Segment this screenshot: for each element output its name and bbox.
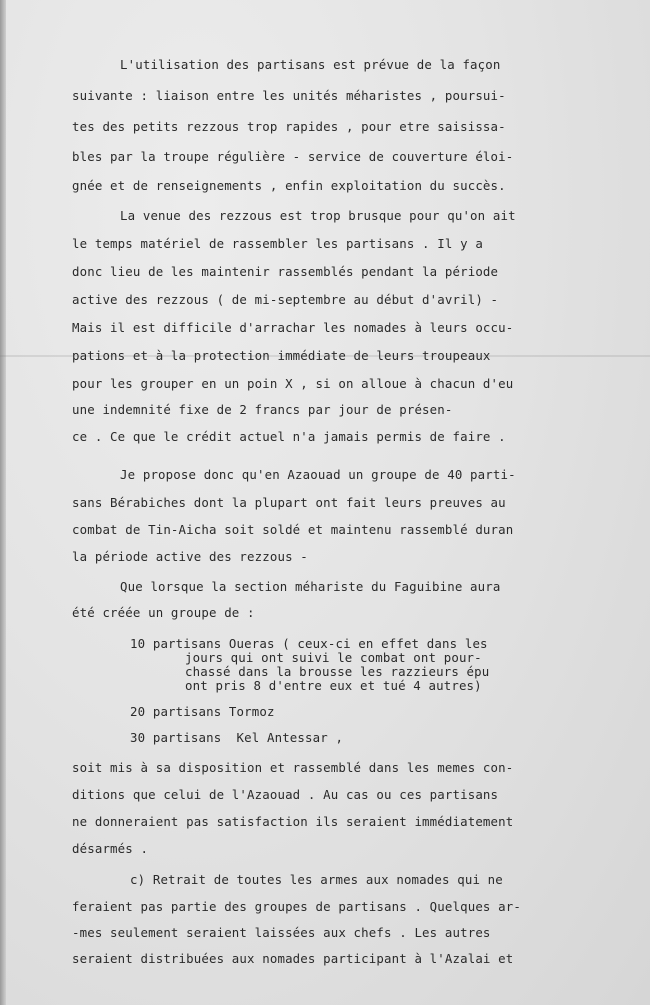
text-line: ne donneraient pas satisfaction ils seraient immédiatement <box>72 814 514 829</box>
text-line: feraient pas partie des groupes de partisans . Quelques ar- <box>72 899 521 914</box>
text-line: Mais il est difficile d'arrachar les nomades à leurs occu- <box>72 320 514 335</box>
text-line: active des rezzous ( de mi-septembre au début d'avril) - <box>72 292 499 307</box>
page-edge <box>0 0 6 1005</box>
text-line: L'utilisation des partisans est prévue de la façon <box>120 57 501 72</box>
text-line: 10 partisans Oueras ( ceux-ci en effet dans les <box>130 636 488 651</box>
text-line: combat de Tin-Aicha soit soldé et maintenu rassemblé duran <box>72 522 514 537</box>
text-line: gnée et de renseignements , enfin exploitation du succès. <box>72 178 506 193</box>
text-line: sans Bérabiches dont la plupart ont fait leurs preuves au <box>72 495 506 510</box>
text-line: 30 partisans Kel Antessar , <box>130 730 344 745</box>
text-line: désarmés . <box>72 841 149 856</box>
text-line: tes des petits rezzous trop rapides , pour etre saisissa- <box>72 119 506 134</box>
text-line: pations et à la protection immédiate de leurs troupeaux <box>72 348 491 363</box>
text-line: -mes seulement seraient laissées aux chefs . Les autres <box>72 925 491 940</box>
text-line: 20 partisans Tormoz <box>130 704 275 719</box>
text-line: la période active des rezzous - <box>72 549 308 564</box>
text-line: pour les grouper en un poin X , si on alloue à chacun d'eu <box>72 376 514 391</box>
text-line: Je propose donc qu'en Azaouad un groupe de 40 parti- <box>120 467 516 482</box>
text-line: Que lorsque la section méhariste du Faguibine aura <box>120 579 501 594</box>
text-line: le temps matériel de rassembler les partisans . Il y a <box>72 236 491 251</box>
text-line: bles par la troupe régulière - service de couverture éloi- <box>72 149 514 164</box>
text-line: donc lieu de les maintenir rassemblés pendant la période <box>72 264 499 279</box>
text-line: c) Retrait de toutes les armes aux nomades qui ne <box>130 872 503 887</box>
text-line: ce . Ce que le crédit actuel n'a jamais permis de faire . <box>72 429 506 444</box>
text-line: ditions que celui de l'Azaouad . Au cas ou ces partisans <box>72 787 499 802</box>
text-line: suivante : liaison entre les unités méharistes , poursui- <box>72 88 506 103</box>
text-line: ont pris 8 d'entre eux et tué 4 autres) <box>185 678 482 693</box>
text-line: une indemnité fixe de 2 francs par jour de présen- <box>72 402 453 417</box>
text-line: chassé dans la brousse les razzieurs épu <box>185 664 490 679</box>
text-line: seraient distribuées aux nomades participant à l'Azalai et <box>72 951 514 966</box>
text-line: été créée un groupe de : <box>72 605 255 620</box>
text-line: jours qui ont suivi le combat ont pour- <box>185 650 482 665</box>
text-line: soit mis à sa disposition et rassemblé dans les memes con- <box>72 760 514 775</box>
text-line: La venue des rezzous est trop brusque pour qu'on ait <box>120 208 516 223</box>
